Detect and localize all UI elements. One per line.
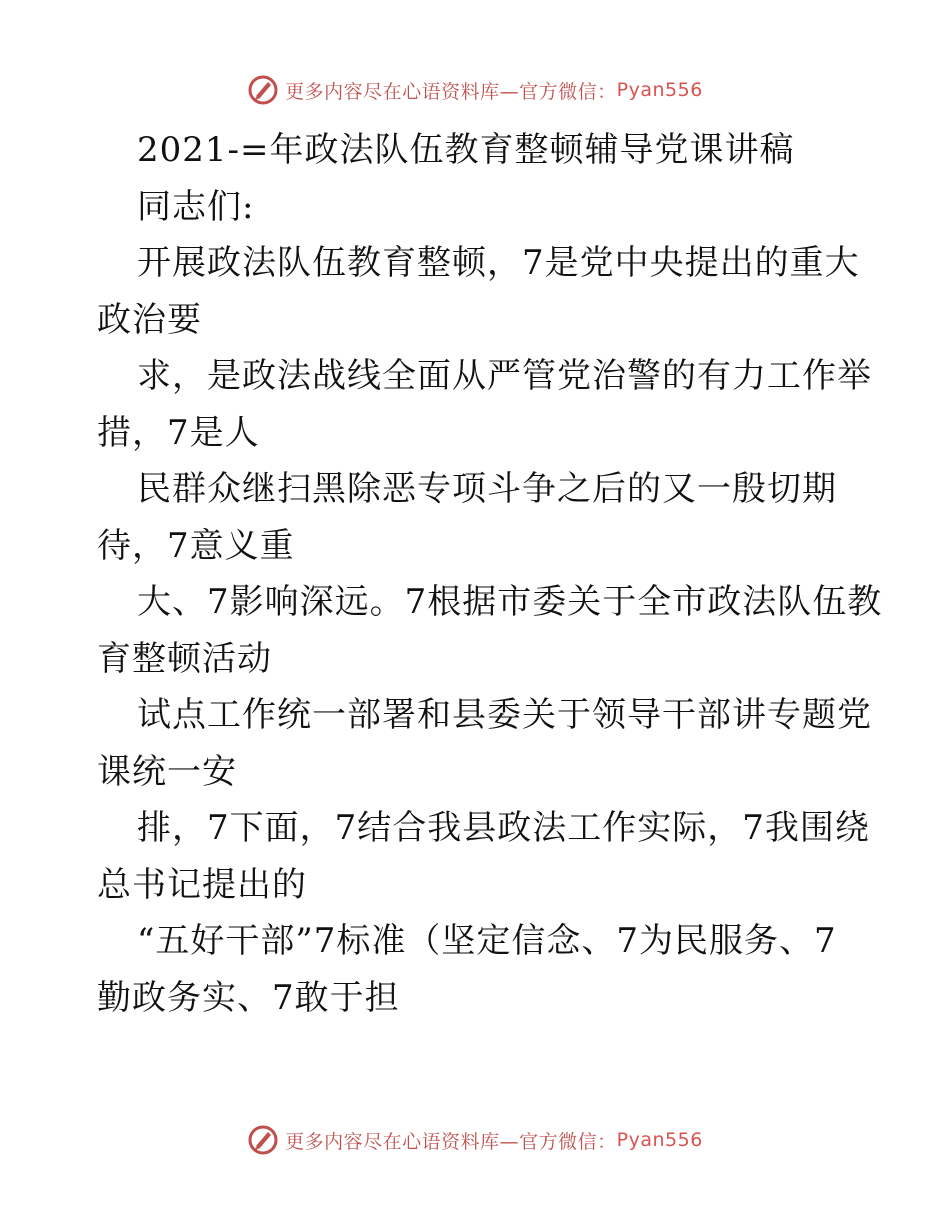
paragraph-line: 待，7意义重 [97,525,295,566]
paragraph-line: 排，7下面，7结合我县政法工作实际，7我围绕 [137,808,870,848]
document-title: 2021-=年政法队伍教育整顿辅导党课讲稿 [137,130,795,170]
paragraph-line: 政治要 [97,299,202,340]
seal-logo-icon [247,1124,279,1156]
footer-watermark [0,1120,950,1160]
paragraph-line: 同志们: [137,186,255,227]
watermark-text: 更多内容尽在心语资料库—官方微信： [285,1130,617,1153]
paragraph-line: 大、7影响深远。7根据市委关于全市政法队伍教 [137,582,883,622]
paragraph-line: 育整顿活动 [97,638,272,679]
paragraph-line: 求，是政法战线全面从严管党治警的有力工作举 [137,356,872,396]
paragraph-line: 措，7是人 [97,412,260,453]
document-body [97,122,887,1026]
seal-logo-icon [247,74,279,106]
paragraph-line: 课统一安 [97,751,237,792]
paragraph-line: 开展政法队伍教育整顿，7是党中央提出的重大 [137,243,860,283]
paragraph-line: 总书记提出的 [97,864,307,905]
header-watermark [0,70,950,110]
paragraph-line: 勤政务实、7敢于担 [97,977,400,1018]
paragraph-line: 试点工作统一部署和县委关于领导干部讲专题党 [137,695,872,735]
paragraph-line: 民群众继扫黑除恶专项斗争之后的又一殷切期 [137,469,837,509]
watermark-text: 更多内容尽在心语资料库—官方微信： [285,80,617,103]
paragraph-line: “五好干部”7标准（坚定信念、7为民服务、7 [137,921,837,961]
watermark-contact: Pyan556 [616,1129,703,1151]
watermark-contact: Pyan556 [616,79,703,101]
